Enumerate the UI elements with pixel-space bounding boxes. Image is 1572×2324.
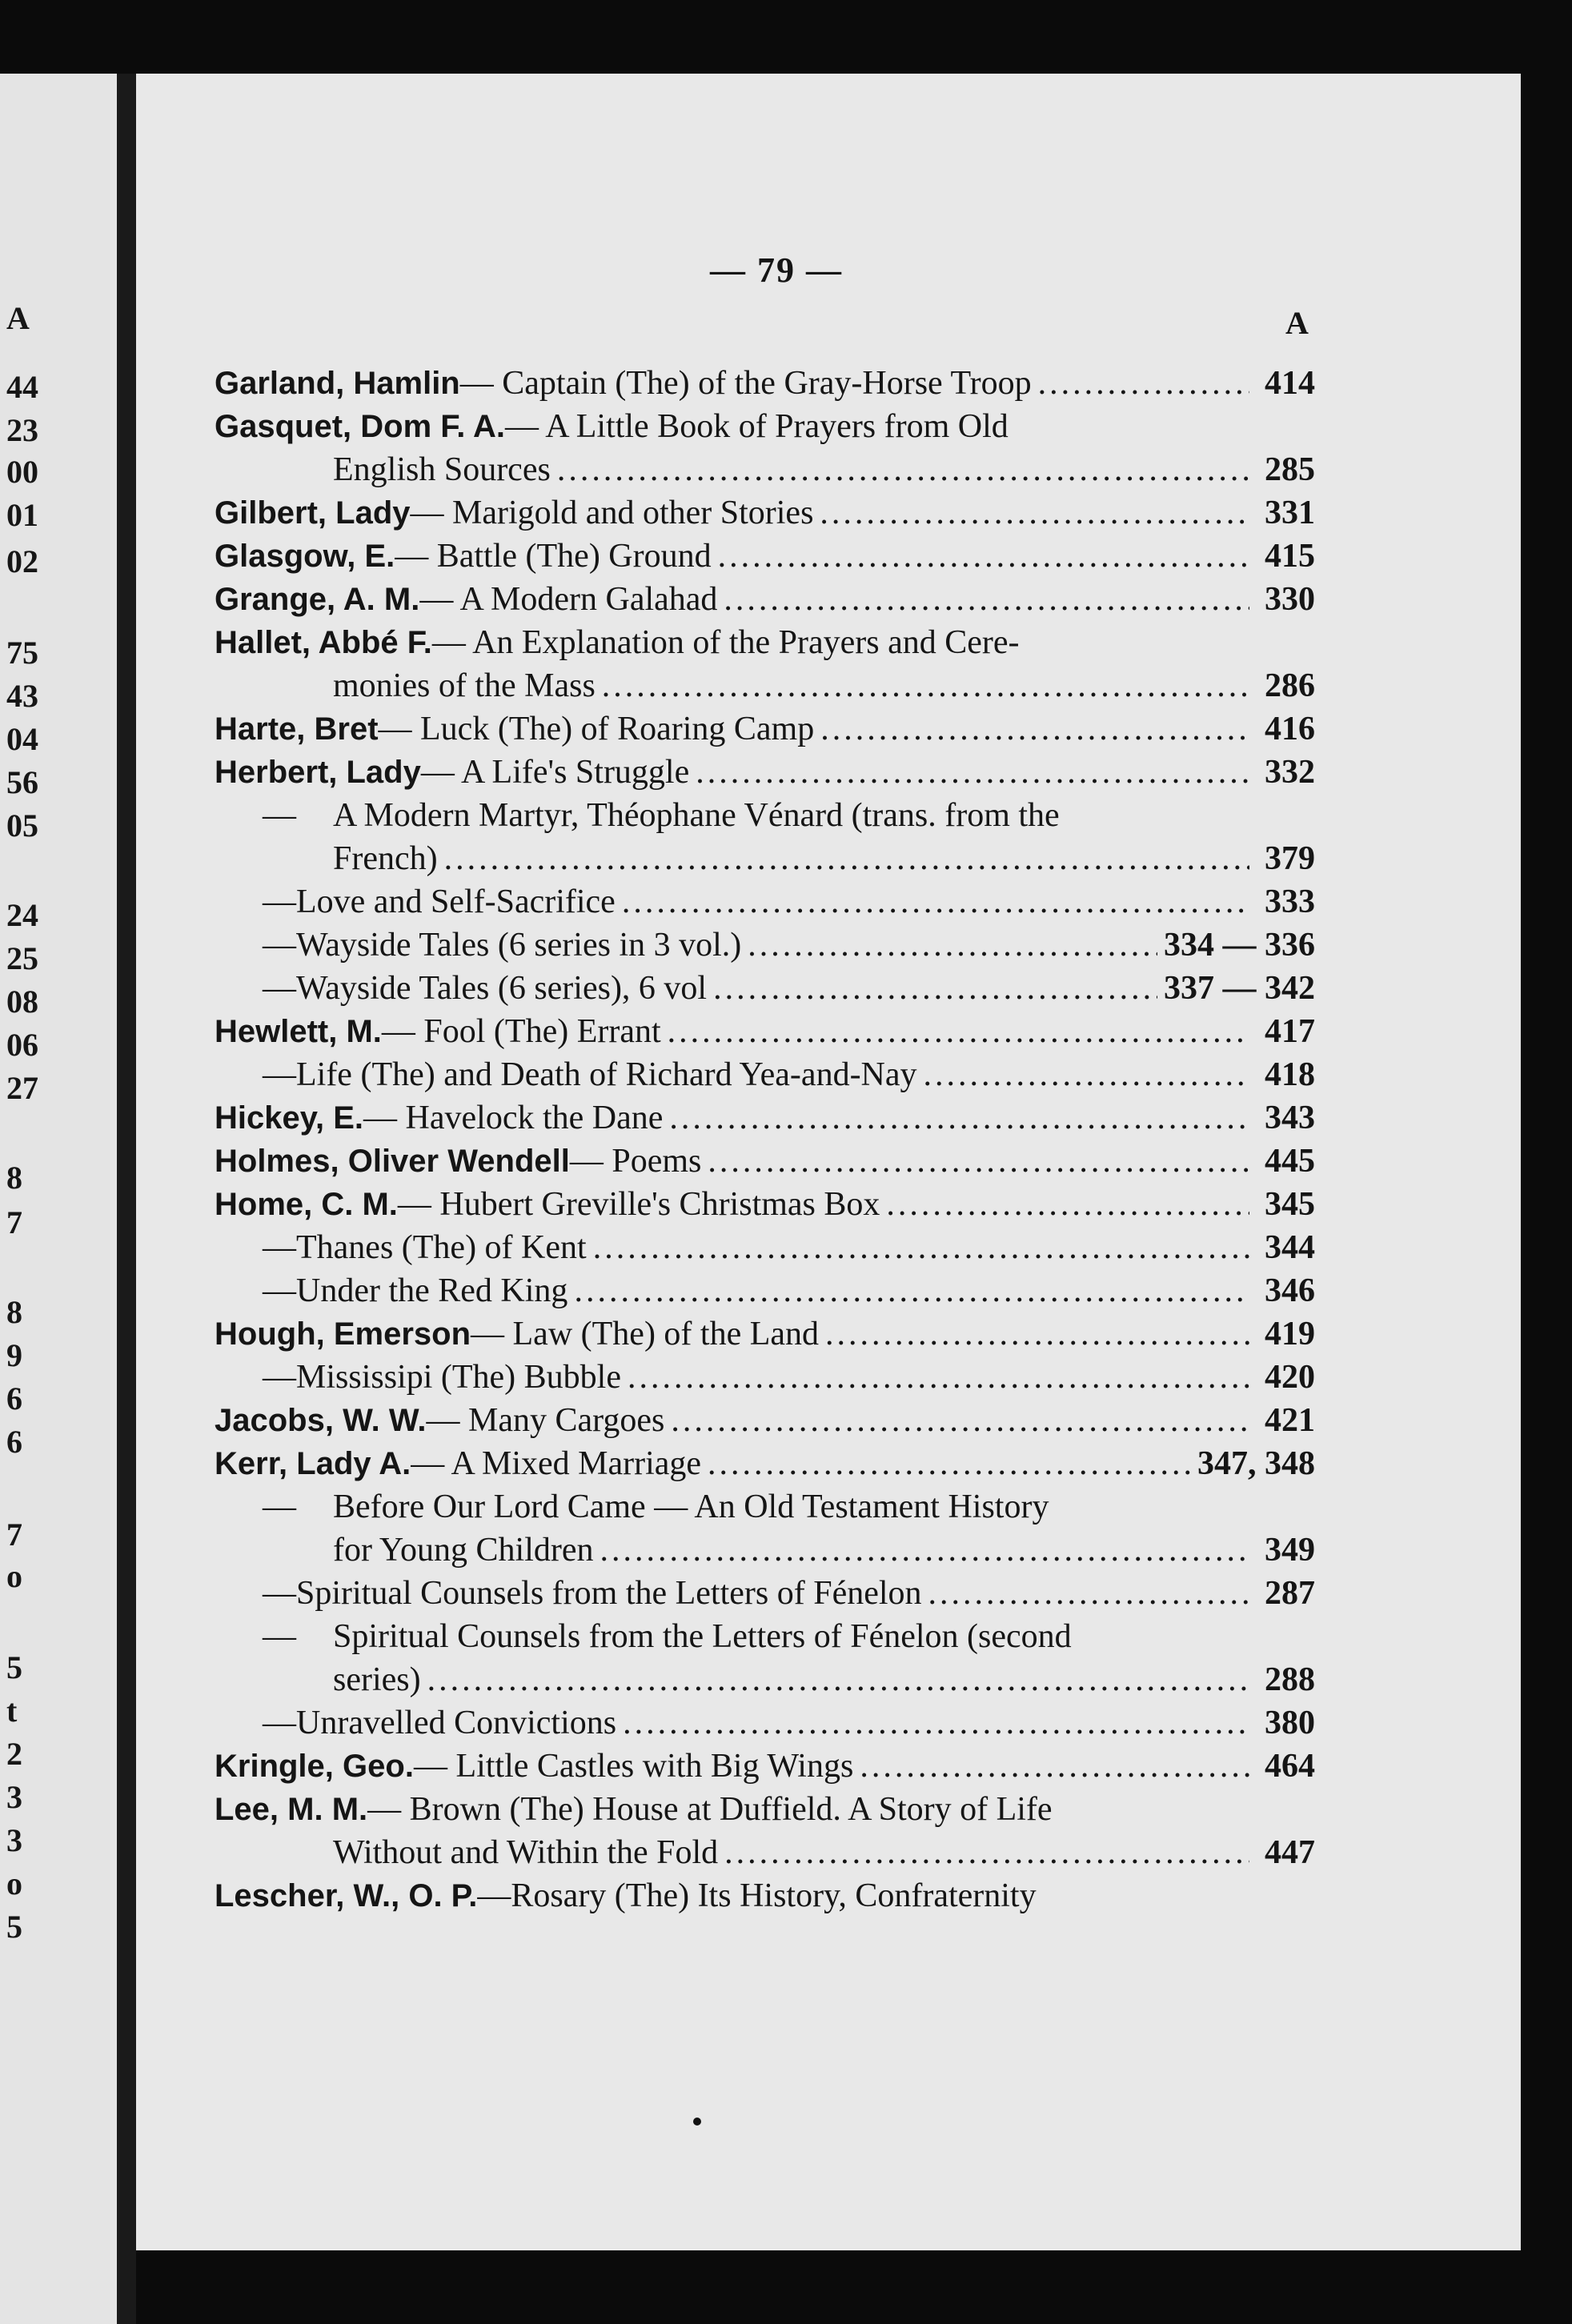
entry-page-number: 419: [1265, 1316, 1315, 1352]
entry-page-number: 416: [1265, 711, 1315, 747]
entry-page-number: 347, 348: [1197, 1445, 1315, 1482]
index-entry: [215, 967, 1315, 1010]
ditto-dash: —: [263, 1229, 296, 1266]
index-entry: [215, 1356, 1315, 1399]
dot-leader: [628, 1356, 1249, 1399]
index-entry: [215, 880, 1315, 924]
entry-page-number: 346: [1265, 1272, 1315, 1309]
entry-author: Harte, Bret: [215, 711, 379, 747]
dot-leader: [1038, 362, 1249, 405]
dot-leader: [668, 1010, 1249, 1053]
entry-page-number: 420: [1265, 1359, 1315, 1396]
book-gutter: [117, 74, 136, 2324]
index-entry: [215, 707, 1315, 751]
entry-page-number: 330: [1265, 581, 1315, 618]
index-entries: [215, 362, 1315, 1917]
index-entry: [215, 1183, 1315, 1226]
entry-title: series): [333, 1661, 421, 1698]
entry-page-number: 288: [1265, 1661, 1315, 1698]
left-page-fragment: 3: [6, 1822, 22, 1858]
entry-title: —Rosary (The) Its History, Confraternity: [477, 1877, 1037, 1914]
left-page-fragment: 5: [6, 1909, 22, 1945]
index-entry: [215, 1226, 1315, 1269]
entry-line: [215, 405, 1315, 448]
entry-title: — Battle (The) Ground: [395, 538, 712, 575]
entry-title: Spiritual Counsels from the Letters of Fénelon (second: [333, 1618, 1072, 1655]
entry-line: [215, 1529, 1315, 1572]
entry-author: Herbert, Lady: [215, 755, 421, 790]
index-entry: [215, 405, 1315, 491]
index-entry: [215, 1874, 1315, 1917]
entry-title: — A Modern Galahad: [419, 581, 718, 618]
dot-leader: [820, 491, 1249, 535]
entry-author: Garland, Hamlin: [215, 366, 460, 401]
entry-page-number: 379: [1265, 840, 1315, 877]
column-letter: A: [1285, 305, 1309, 341]
index-entry: [215, 1269, 1315, 1312]
entry-page-number: 464: [1265, 1748, 1315, 1785]
entry-line: [215, 837, 1315, 880]
entry-line: [215, 1442, 1315, 1485]
entry-author: Hallet, Abbé F.: [215, 625, 432, 660]
dot-leader: [820, 707, 1249, 751]
entry-line: [215, 1269, 1315, 1312]
index-entry: [215, 491, 1315, 535]
entry-line: [215, 1658, 1315, 1701]
entry-line: [215, 707, 1315, 751]
left-page-fragment: 6: [6, 1380, 22, 1416]
index-entry: [215, 1312, 1315, 1356]
index-entry: [215, 621, 1315, 707]
entry-page-number: 286: [1265, 667, 1315, 704]
left-page-fragment: 44: [6, 369, 38, 405]
entry-page-number: 344: [1265, 1229, 1315, 1266]
entry-page-number: 349: [1265, 1532, 1315, 1569]
entry-line: [215, 1312, 1315, 1356]
entry-title: — Havelock the Dane: [363, 1100, 664, 1136]
entry-page-number: 417: [1265, 1013, 1315, 1050]
dot-leader: [924, 1053, 1249, 1096]
dot-leader: [574, 1269, 1249, 1312]
entry-title: English Sources: [333, 451, 551, 488]
entry-author: Kringle, Geo.: [215, 1749, 414, 1784]
left-page-fragment: 23: [6, 412, 38, 448]
left-page-fragment: 8: [6, 1294, 22, 1330]
entry-author: Glasgow, E.: [215, 539, 395, 574]
entry-line: [215, 924, 1315, 967]
entry-line: [215, 1140, 1315, 1183]
entry-line: [215, 1183, 1315, 1226]
ditto-dash: —: [263, 884, 296, 920]
entry-author: Grange, A. M.: [215, 582, 420, 617]
left-page-fragment: 8: [6, 1160, 22, 1196]
entry-author: Jacobs, W. W.: [215, 1403, 427, 1438]
entry-line: [215, 1615, 1315, 1658]
entry-line: [215, 751, 1315, 794]
entry-title: Before Our Lord Came — An Old Testament History: [333, 1489, 1049, 1525]
dot-leader: [622, 880, 1249, 924]
entry-author: Hewlett, M.: [215, 1014, 382, 1049]
entry-author: Gilbert, Lady: [215, 495, 411, 531]
entry-title: Without and Within the Fold: [333, 1834, 719, 1871]
entry-title: — Brown (The) House at Duffield. A Story of Life: [367, 1791, 1053, 1828]
dot-leader: [708, 1442, 1191, 1485]
dot-leader: [860, 1745, 1249, 1788]
entry-title: French): [333, 840, 438, 877]
left-page-fragment: o: [6, 1558, 22, 1594]
entry-title: — A Life's Struggle: [420, 754, 690, 791]
entry-title: — Fool (The) Errant: [381, 1013, 661, 1050]
left-page-fragment: o: [6, 1865, 22, 1901]
entry-title: Spiritual Counsels from the Letters of Fénelon: [296, 1575, 922, 1612]
entry-title: — Many Cargoes: [426, 1402, 665, 1439]
index-entry: [215, 362, 1315, 405]
entry-author: Hough, Emerson: [215, 1316, 471, 1352]
entry-page-number: 345: [1265, 1186, 1315, 1223]
left-page-fragment: A: [6, 300, 30, 336]
dot-leader: [708, 1140, 1249, 1183]
left-page-fragment: 2: [6, 1736, 22, 1772]
page-number: — 79 —: [710, 250, 843, 290]
entry-line: [215, 448, 1315, 491]
entry-line: [215, 491, 1315, 535]
ditto-dash: —: [263, 1705, 296, 1741]
entry-line: [215, 1053, 1315, 1096]
entry-line: [215, 362, 1315, 405]
left-page-fragment: 05: [6, 807, 38, 843]
entry-author: Lee, M. M.: [215, 1792, 368, 1827]
left-page-fragment: 7: [6, 1517, 22, 1553]
entry-page-number: 415: [1265, 538, 1315, 575]
index-entry: [215, 1572, 1315, 1615]
entry-title: — Hubert Greville's Christmas Box: [397, 1186, 880, 1223]
left-page-fragment: 24: [6, 897, 38, 933]
index-entry: [215, 751, 1315, 794]
entry-line: [215, 621, 1315, 664]
index-entry: [215, 1485, 1315, 1572]
left-page-fragment: 04: [6, 721, 38, 757]
index-entry: [215, 535, 1315, 578]
entry-title: monies of the Mass: [333, 667, 596, 704]
index-entry: [215, 924, 1315, 967]
left-page-fragment: 02: [6, 543, 38, 579]
index-entry: [215, 1745, 1315, 1788]
entry-title: — Captain (The) of the Gray-Horse Troop: [459, 365, 1032, 402]
entry-page-number: 337 — 342: [1164, 970, 1315, 1007]
dot-leader: [593, 1226, 1249, 1269]
entry-page-number: 343: [1265, 1100, 1315, 1136]
entry-line: [215, 1096, 1315, 1140]
left-page-fragment: t: [6, 1693, 18, 1729]
entry-title: Wayside Tales (6 series), 6 vol: [296, 970, 708, 1007]
entry-page-number: 331: [1265, 495, 1315, 531]
left-page-fragment: 43: [6, 678, 38, 714]
left-page-fragment: 08: [6, 984, 38, 1020]
entry-line: [215, 1701, 1315, 1745]
entry-author: Gasquet, Dom F. A.: [215, 409, 506, 444]
entry-title: — Luck (The) of Roaring Camp: [378, 711, 815, 747]
entry-page-number: 445: [1265, 1143, 1315, 1180]
ditto-dash: —: [263, 797, 296, 834]
entry-title: — A Mixed Marriage: [411, 1445, 702, 1482]
left-page-fragment: 00: [6, 454, 38, 490]
entry-title: — A Little Book of Prayers from Old: [505, 408, 1009, 445]
previous-page-edge: [0, 74, 117, 2324]
left-page-fragment: 06: [6, 1027, 38, 1063]
entry-line: [215, 1010, 1315, 1053]
entry-line: [215, 880, 1315, 924]
entry-title: for Young Children: [333, 1532, 594, 1569]
entry-author: Kerr, Lady A.: [215, 1446, 411, 1481]
entry-author: Home, C. M.: [215, 1187, 398, 1222]
entry-title: — Little Castles with Big Wings: [413, 1748, 854, 1785]
left-page-fragment: 56: [6, 764, 38, 800]
dot-leader: [671, 1399, 1249, 1442]
ditto-dash: —: [263, 1056, 296, 1093]
entry-title: Love and Self-Sacrifice: [296, 884, 616, 920]
bullet-mark: [693, 2118, 701, 2126]
entry-page-number: 333: [1265, 884, 1315, 920]
index-entry: [215, 1788, 1315, 1874]
dot-leader: [825, 1312, 1249, 1356]
entry-line: [215, 794, 1315, 837]
left-page-fragment: 3: [6, 1779, 22, 1815]
left-page-fragment: 75: [6, 635, 38, 671]
entry-line: [215, 535, 1315, 578]
entry-title: Life (The) and Death of Richard Yea-and-Nay: [296, 1056, 917, 1093]
entry-page-number: 414: [1265, 365, 1315, 402]
entry-title: Mississipi (The) Bubble: [296, 1359, 621, 1396]
entry-title: — Law (The) of the Land: [471, 1316, 820, 1352]
left-page-fragment: 25: [6, 940, 38, 976]
entry-title: — An Explanation of the Prayers and Cere-: [431, 624, 1020, 661]
entry-line: [215, 1356, 1315, 1399]
index-entry: [215, 1096, 1315, 1140]
entry-page-number: 418: [1265, 1056, 1315, 1093]
entry-line: [215, 967, 1315, 1010]
dot-leader: [444, 837, 1249, 880]
entry-title: A Modern Martyr, Théophane Vénard (trans. from the: [333, 797, 1060, 834]
dot-leader: [669, 1096, 1249, 1140]
entry-line: [215, 1874, 1315, 1917]
index-entry: [215, 1701, 1315, 1745]
entry-title: Unravelled Convictions: [296, 1705, 617, 1741]
dot-leader: [713, 967, 1157, 1010]
dot-leader: [600, 1529, 1249, 1572]
index-entry: [215, 578, 1315, 621]
dot-leader: [886, 1183, 1249, 1226]
left-page-fragment: 5: [6, 1649, 22, 1685]
entry-page-number: 447: [1265, 1834, 1315, 1871]
entry-page-number: 334 — 336: [1164, 927, 1315, 964]
entry-title: Thanes (The) of Kent: [296, 1229, 587, 1266]
entry-line: [215, 578, 1315, 621]
dot-leader: [696, 751, 1249, 794]
entry-line: [215, 1745, 1315, 1788]
dot-leader: [602, 664, 1249, 707]
entry-page-number: 380: [1265, 1705, 1315, 1741]
left-page-fragment: 7: [6, 1204, 22, 1240]
ditto-dash: —: [263, 1575, 296, 1612]
index-entry: [215, 1053, 1315, 1096]
entry-page-number: 332: [1265, 754, 1315, 791]
entry-author: Lescher, W., O. P.: [215, 1878, 478, 1913]
index-entry: [215, 1615, 1315, 1701]
entry-line: [215, 1788, 1315, 1831]
ditto-dash: —: [263, 1489, 296, 1525]
dot-leader: [718, 535, 1249, 578]
index-entry: [215, 1442, 1315, 1485]
entry-title: — Marigold and other Stories: [410, 495, 814, 531]
left-page-fragment: 9: [6, 1337, 22, 1373]
index-entry: [215, 794, 1315, 880]
dot-leader: [557, 448, 1249, 491]
dot-leader: [928, 1572, 1249, 1615]
entry-line: [215, 664, 1315, 707]
entry-page-number: 287: [1265, 1575, 1315, 1612]
entry-line: [215, 1572, 1315, 1615]
entry-author: Holmes, Oliver Wendell: [215, 1144, 570, 1179]
index-entry: [215, 1399, 1315, 1442]
entry-page-number: 285: [1265, 451, 1315, 488]
dot-leader: [724, 578, 1249, 621]
ditto-dash: —: [263, 1618, 296, 1655]
entry-page-number: 421: [1265, 1402, 1315, 1439]
ditto-dash: —: [263, 927, 296, 964]
entry-line: [215, 1485, 1315, 1529]
entry-line: [215, 1226, 1315, 1269]
ditto-dash: —: [263, 1272, 296, 1309]
entry-title: Wayside Tales (6 series in 3 vol.): [296, 927, 742, 964]
entry-line: [215, 1831, 1315, 1874]
dot-leader: [623, 1701, 1249, 1745]
dot-leader: [748, 924, 1157, 967]
dot-leader: [427, 1658, 1249, 1701]
index-entry: [215, 1140, 1315, 1183]
ditto-dash: —: [263, 970, 296, 1007]
entry-author: Hickey, E.: [215, 1100, 364, 1136]
entry-title: — Poems: [569, 1143, 702, 1180]
entry-line: [215, 1399, 1315, 1442]
ditto-dash: —: [263, 1359, 296, 1396]
entry-title: Under the Red King: [296, 1272, 568, 1309]
left-page-fragment: 6: [6, 1424, 22, 1460]
left-page-fragment: 01: [6, 497, 38, 533]
index-entry: [215, 1010, 1315, 1053]
left-page-fragment: 27: [6, 1070, 38, 1106]
dot-leader: [724, 1831, 1249, 1874]
